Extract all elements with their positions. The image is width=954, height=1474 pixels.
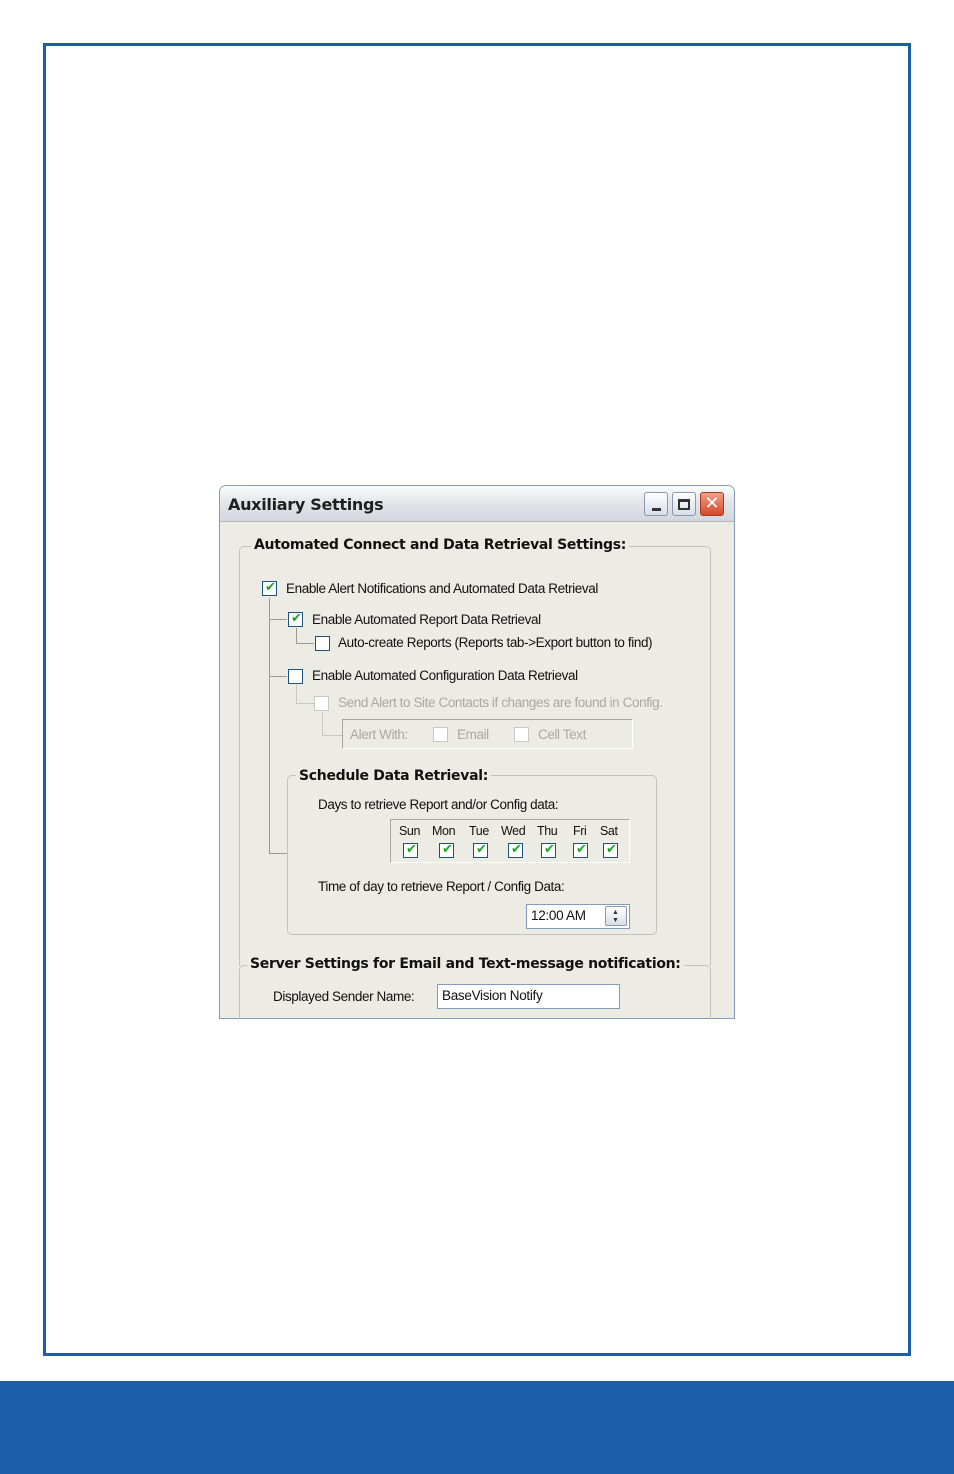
tree-line-report: [269, 619, 287, 620]
maximize-icon: [678, 499, 690, 510]
day-label-fri: Fri: [573, 824, 587, 838]
time-spin-button[interactable]: [605, 906, 627, 926]
day-checkbox-wed[interactable]: [508, 843, 523, 858]
day-label-wed: Wed: [501, 824, 526, 838]
checkmark-icon: ✔: [291, 611, 302, 626]
checkmark-icon: ✔: [406, 842, 417, 857]
enable-report-checkbox[interactable]: [288, 612, 303, 627]
day-label-tue: Tue: [469, 824, 489, 838]
maximize-button[interactable]: [672, 492, 696, 516]
day-label-mon: Mon: [432, 824, 456, 838]
day-checkbox-tue[interactable]: [473, 843, 488, 858]
title-bar[interactable]: [220, 486, 734, 522]
day-checkbox-sun[interactable]: [403, 843, 418, 858]
alert-cell-text-label: Cell Text: [538, 727, 586, 742]
tree-line-schedule: [269, 853, 287, 854]
auto-create-label: Auto-create Reports (Reports tab->Export button to find): [338, 635, 653, 650]
enable-config-label: Enable Automated Configuration Data Retrieval: [312, 668, 578, 683]
checkmark-icon: ✔: [606, 842, 617, 857]
minimize-button[interactable]: [644, 492, 668, 516]
days-label: Days to retrieve Report and/or Config data:: [318, 797, 559, 812]
enable-alerts-checkbox[interactable]: [262, 581, 277, 596]
sender-name-value: BaseVision Notify: [442, 988, 543, 1003]
checkmark-icon: ✔: [442, 842, 453, 857]
tree-line-config: [269, 676, 287, 677]
enable-report-label: Enable Automated Report Data Retrieval: [312, 612, 541, 627]
spin-up-icon: ▲: [612, 909, 619, 916]
tree-line-alertwith-v: [322, 712, 323, 735]
alert-email-label: Email: [457, 727, 489, 742]
tree-line-autocreate-h: [296, 643, 314, 644]
tree-line-sendalert-h: [296, 703, 314, 704]
day-checkbox-sat[interactable]: [603, 843, 618, 858]
day-label-sun: Sun: [399, 824, 421, 838]
day-checkbox-thu[interactable]: [541, 843, 556, 858]
day-checkbox-mon[interactable]: [439, 843, 454, 858]
window-title: Auxiliary Settings: [228, 495, 384, 514]
server-heading: Server Settings for Email and Text-message notification:: [247, 956, 684, 972]
sender-name-label: Displayed Sender Name:: [273, 989, 415, 1004]
day-label-sat: Sat: [600, 824, 618, 838]
connect-group-heading: Automated Connect and Data Retrieval Settings:: [251, 537, 629, 553]
send-alert-checkbox[interactable]: [314, 696, 329, 711]
checkmark-icon: ✔: [265, 580, 276, 595]
close-icon: ✕: [704, 493, 720, 514]
checkmark-icon: ✔: [544, 842, 555, 857]
enable-config-checkbox[interactable]: [288, 669, 303, 684]
tree-line-alertwith-h: [322, 735, 342, 736]
footer-band: [0, 1381, 954, 1474]
checkmark-icon: ✔: [476, 842, 487, 857]
alert-email-checkbox[interactable]: [433, 727, 448, 742]
checkmark-icon: ✔: [576, 842, 587, 857]
tree-line-main: [269, 598, 270, 854]
tree-line-autocreate-v: [296, 628, 297, 643]
minimize-icon: [652, 508, 661, 511]
checkmark-icon: ✔: [511, 842, 522, 857]
day-checkbox-fri[interactable]: [573, 843, 588, 858]
time-value: 12:00 AM: [531, 908, 586, 923]
time-label: Time of day to retrieve Report / Config Data:: [318, 879, 565, 894]
alert-with-label: Alert With:: [350, 727, 408, 742]
enable-alerts-label: Enable Alert Notifications and Automated Data Retrieval: [286, 581, 598, 596]
day-label-thu: Thu: [537, 824, 558, 838]
auto-create-checkbox[interactable]: [315, 636, 330, 651]
alert-cell-text-checkbox[interactable]: [514, 727, 529, 742]
close-button[interactable]: [700, 492, 724, 516]
send-alert-label: Send Alert to Site Contacts if changes are found in Config.: [338, 695, 663, 710]
spin-down-icon: ▼: [612, 917, 619, 924]
tree-line-sendalert-v: [296, 685, 297, 703]
schedule-heading: Schedule Data Retrieval:: [296, 768, 491, 784]
window-bottom-clip: [219, 1019, 736, 1059]
sender-name-input[interactable]: [437, 984, 620, 1009]
